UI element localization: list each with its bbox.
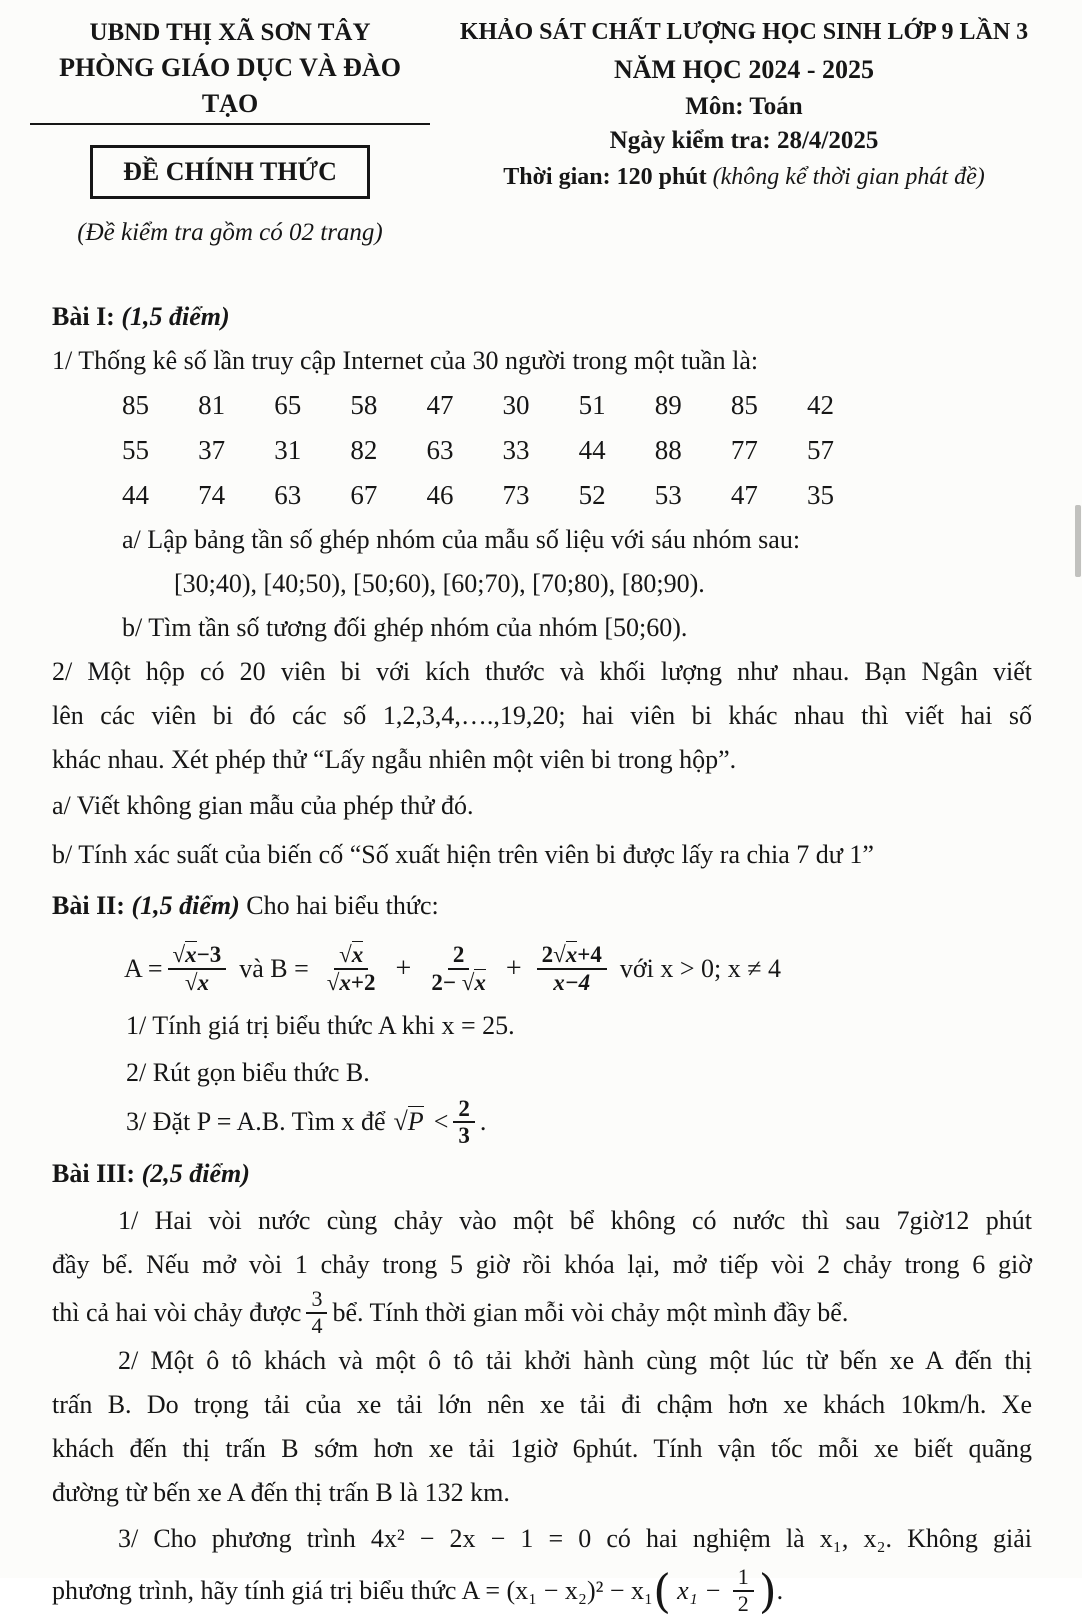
data-value: 53 [654,480,682,510]
formula-b-lhs: và B = [239,953,309,983]
period: . [776,1576,784,1605]
s1-q2b: b/ Tính xác suất của biến cố “Số xuất hiện trên viên bi được lấy ra chia 7 dư 1” [52,840,874,869]
fraction-one-half: $\frac{1}{2}$ [733,1565,754,1616]
fraction-b1-denominator: √x+2 [326,969,376,995]
fraction-two-thirds: $\frac{2}{3}$ [453,1096,475,1150]
data-value: 82 [350,435,378,465]
data-value: 73 [502,480,530,510]
s3-q1-lastline [52,1287,1032,1339]
s3-q2-line: khách đến thị trấn B sớm hơn xe tải 1giờ 6phút. Tính vận tốc mỗi xe biết quãng [52,1434,1032,1463]
s1-q2a: a/ Viết không gian mẫu của phép thử đó. [52,791,474,820]
section-3-label: Bài III: [52,1159,136,1188]
s3-q3-line1: 3/ Cho phương trình 4x² − 2x − 1 = 0 có hai nghiệm là x₁, x₂. Không giải [118,1524,1032,1553]
s1-q1b: b/ Tìm tần số tương đối ghép nhóm của nhóm [50;60). [122,613,688,642]
s1-q1-statement: 1/ Thống kê số lần truy cập Internet của 30 người trong một tuần là: [52,346,759,375]
data-value: 81 [198,390,226,420]
section-1-heading [52,295,1032,339]
fraction-b2-numerator: 2 [448,942,470,970]
s3-q2-line: 2/ Một ô tô khách và một ô tô tải khởi hành cùng một lúc từ bến xe A đến thị [118,1346,1032,1375]
s3-q1-line: 1/ Hai vòi nước cùng chảy vào một bể không có nước thì sau 7giờ12 phút [118,1206,1032,1235]
section-2-heading [52,880,1032,932]
data-value: 89 [654,390,682,420]
period: . [479,1107,487,1137]
exam-body [0,247,1082,1619]
data-value: 57 [806,435,834,465]
fraction-b2-denominator: 2− √x [431,969,486,995]
s1-q2-line: lên các viên bi đó các số 1,2,3,4,….,19,20; hai viên bi khác nhau thì viết hai số [52,701,1032,730]
s3-q1-tail-pre: thì cả hai vòi chảy được [52,1298,302,1327]
duration-note: (không kể thời gian phát đề) [712,164,985,190]
plus-operator: + [395,952,412,984]
data-value: 65 [274,390,302,420]
data-value: 35 [806,480,834,510]
section-2-points: (1,5 điểm) [131,891,240,920]
data-value: 67 [350,480,378,510]
fraction-a-denominator: √x [184,969,209,995]
section-3-heading [52,1149,1032,1199]
section-2-label: Bài II: [52,891,125,920]
subject: Môn: Toán [685,93,803,120]
data-value: 88 [654,435,682,465]
s2-q3-text: 3/ Đặt P = A.B. Tìm x để [126,1107,386,1137]
data-value: 52 [578,480,606,510]
s3-q2-line: đường từ bến xe A đến thị trấn B là 132 km. [52,1478,510,1507]
formula-condition: với x > 0; x ≠ 4 [619,953,781,983]
s2-q2: 2/ Rút gọn biểu thức B. [126,1057,370,1087]
section-1-points: (1,5 điểm) [121,302,230,331]
exam-date: Ngày kiểm tra: 28/4/2025 [609,127,879,154]
data-value: 30 [502,390,530,420]
data-value: 37 [198,435,226,465]
header-right-block [430,16,1058,247]
data-value: 55 [122,435,149,465]
section-3-points: (2,5 điểm) [141,1159,250,1188]
data-value: 63 [274,480,302,510]
data-row [122,428,834,473]
s3-q1-line: đầy bể. Nếu mở vòi 1 chảy trong 5 giờ rồi khóa lại, mở tiếp vòi 2 chảy trong 6 giờ [52,1250,1032,1279]
fraction-three-quarters: $\frac{3}{4}$ [306,1287,327,1338]
school-year: NĂM HỌC 2024 - 2025 [614,55,874,84]
data-value: 44 [122,480,149,510]
fraction-b1 [322,942,381,996]
header-left-block [30,16,430,247]
data-value: 51 [578,390,606,420]
data-value: 63 [426,435,454,465]
data-value: 77 [730,435,758,465]
fraction-a-numerator: √x−3 [168,942,227,970]
fraction-b3-denominator: x−4 [553,969,591,995]
official-exam-box: ĐỀ CHÍNH THỨC [90,145,370,199]
expression-a-b-formula [124,942,1032,996]
s1-q2-line: khác nhau. Xét phép thử “Lấy ngẫu nhiên một viên bi trong hộp”. [52,745,737,774]
page-header [0,0,1082,247]
data-value: 47 [426,390,454,420]
formula-a-lhs: A = [124,953,163,983]
data-value: 42 [806,390,834,420]
data-value: 74 [198,480,226,510]
less-than-sign: < [433,1107,449,1137]
duration-bold: Thời gian: 120 phút [503,164,707,190]
exam-duration [430,160,1058,194]
data-value: 31 [274,435,302,465]
data-value: 44 [578,435,606,465]
data-value: 47 [730,480,758,510]
scan-edge-artifact [1075,505,1081,577]
data-value: 85 [122,390,149,420]
plus-operator: + [505,952,522,984]
data-row [122,473,834,518]
org-name-line1: UBND THỊ XÃ SƠN TÂY [89,19,371,46]
fraction-b3 [537,942,607,996]
s1-q2-line: 2/ Một hộp có 20 viên bi với kích thước và khối lượng như nhau. Bạn Ngân viết [52,657,1032,686]
data-value: 85 [730,390,758,420]
page-count-note: (Đề kiểm tra gồm có 02 trang) [77,219,383,246]
s3-q2-line: trấn B. Do trọng tải của xe tải lớn nên xe tải đi chậm hơn xe khách 10km/h. Xe [52,1390,1032,1419]
section-1-label: Bài I: [52,302,115,331]
s1-q1a: a/ Lập bảng tần số ghép nhóm của mẫu số liệu với sáu nhóm sau: [122,525,801,554]
s2-q3 [126,1096,1032,1150]
s1-q1-groups: [30;40), [40;50), [50;60), [60;70), [70;80), [80;90). [174,569,705,598]
s3-q3-line2: phương trình, hãy tính giá trị biểu thức A = (x₁ − x₂)² − x₁ ( x₁ − $\frac{1}{2}$ ) . [52,1564,784,1618]
fraction-a [168,942,227,996]
fraction-b2 [426,942,490,996]
data-value: 46 [426,480,454,510]
fraction-b1-numerator: √x [334,942,368,970]
fraction-b3-numerator: 2√x+4 [537,942,607,970]
data-value: 33 [502,435,530,465]
data-value: 58 [350,390,378,420]
s3-q1-tail-post: bể. Tính thời gian mỗi vòi chảy một mình đầy bể. [332,1298,849,1327]
sqrt-p: √P [393,1107,424,1137]
section-2-intro: Cho hai biểu thức: [246,891,439,920]
data-row [122,383,834,428]
s2-q1: 1/ Tính giá trị biểu thức A khi x = 25. [126,1010,515,1040]
s3-q3-text: phương trình, hãy tính giá trị biểu thức A = (x₁ − x₂)² − x₁ [52,1576,654,1605]
org-name-line2: PHÒNG GIÁO DỤC VÀ ĐÀO TẠO [30,50,430,125]
exam-title: KHẢO SÁT CHẤT LƯỢNG HỌC SINH LỚP 9 LẦN 3 [459,19,1029,45]
s3-q3-inner: x₁ − [677,1576,722,1605]
